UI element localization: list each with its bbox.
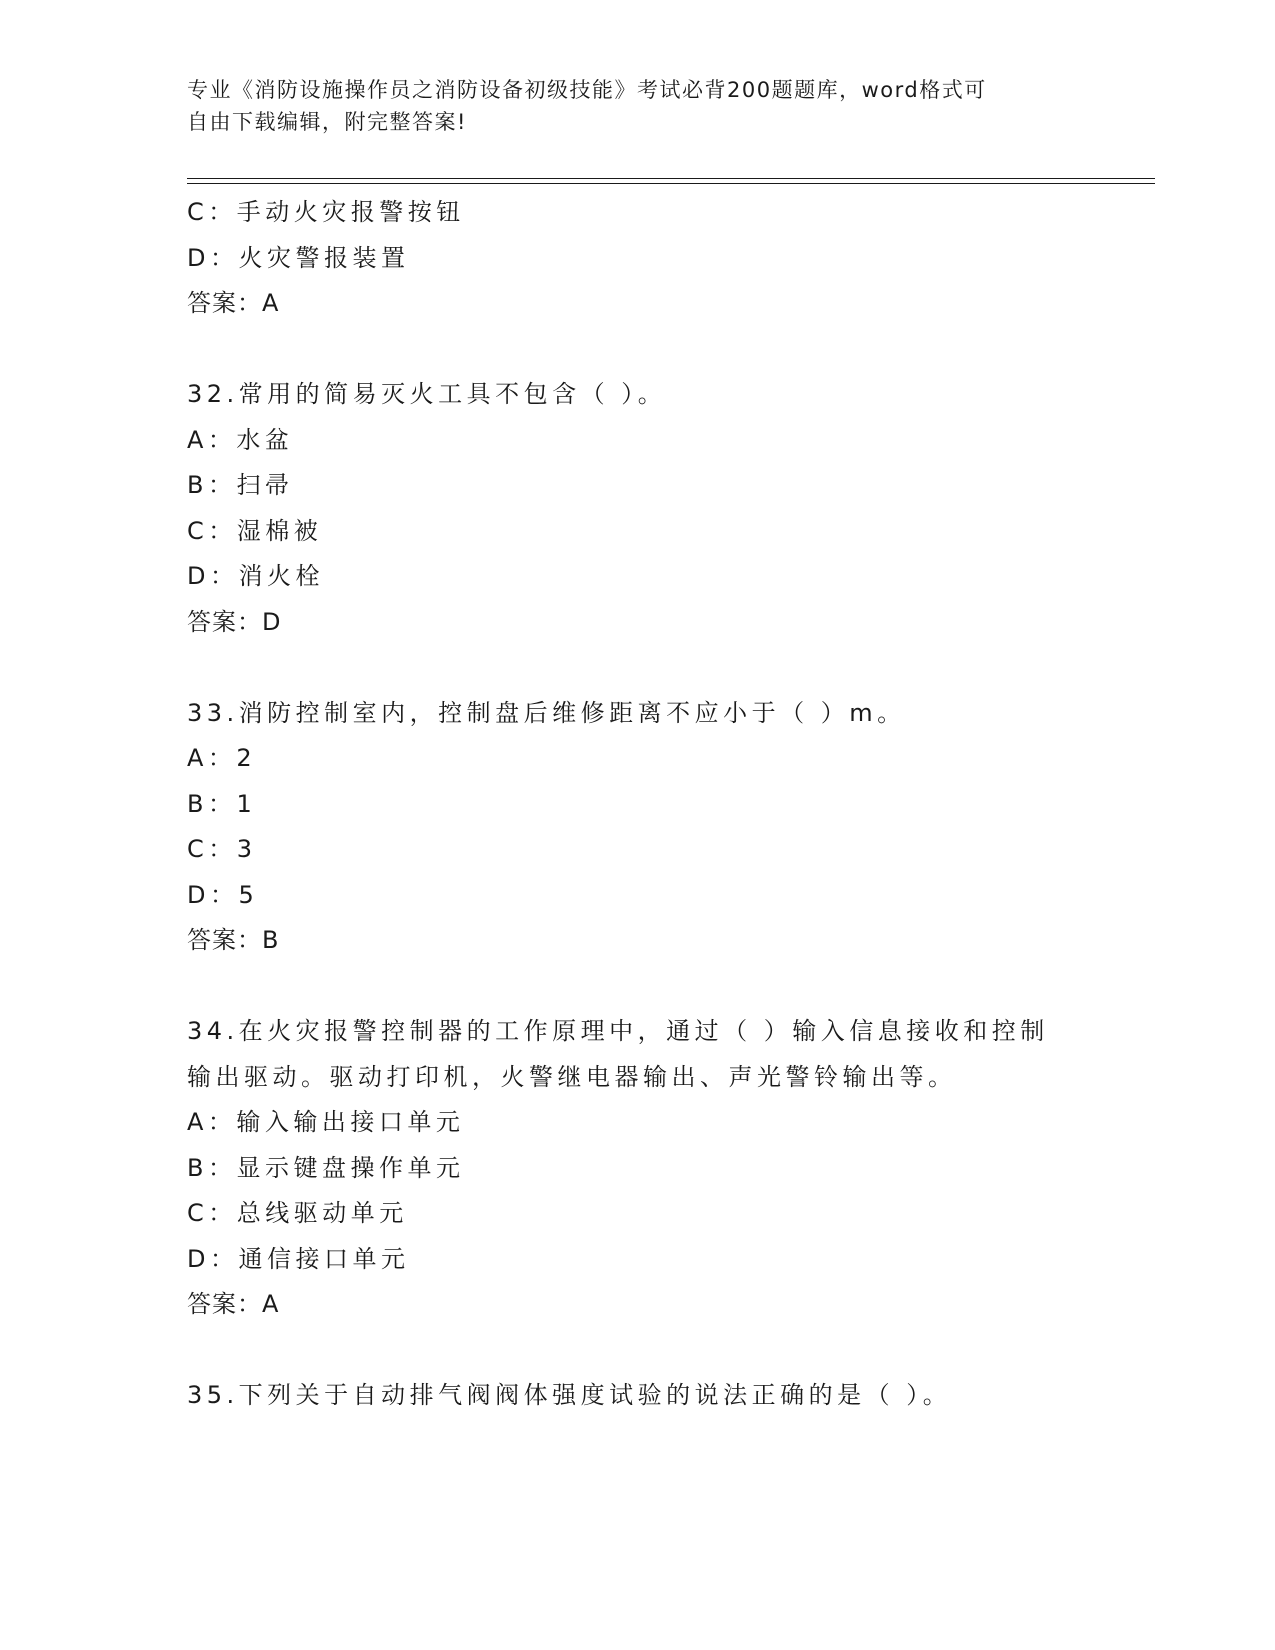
spacer [187, 327, 1087, 373]
header-line-1: 专业《消防设施操作员之消防设备初级技能》考试必背200题题库，word格式可 [187, 78, 987, 102]
option-d: D：5 [187, 880, 259, 909]
question-stem: 33.消防控制室内，控制盘后维修距离不应小于（ ）m。 [187, 698, 906, 727]
spacer [187, 645, 1087, 691]
question-35 [187, 1373, 1087, 1419]
question-stem-line-2: 输出驱动。驱动打印机，火警继电器输出、声光警铃输出等。 [187, 1062, 957, 1091]
answer-line: 答案：D [187, 607, 282, 636]
answer-line: 答案：A [187, 289, 280, 317]
option-d: D：通信接口单元 [187, 1244, 410, 1273]
option-c: C：3 [187, 835, 257, 863]
question-list [187, 190, 1087, 1419]
question-31-tail [187, 190, 1087, 327]
header-divider-bottom [187, 183, 1155, 184]
option-d: D：火灾警报装置 [187, 243, 410, 272]
option-c: C：手动火灾报警按钮 [187, 198, 465, 226]
option-b: B：显示键盘操作单元 [187, 1153, 465, 1182]
option-c: C：总线驱动单元 [187, 1199, 408, 1227]
document-header [187, 74, 1087, 138]
question-33 [187, 691, 1087, 964]
header-divider-top [187, 178, 1155, 179]
option-b: B：扫帚 [187, 471, 294, 499]
option-b: B：1 [187, 789, 257, 818]
question-32 [187, 372, 1087, 645]
option-a: A：输入输出接口单元 [187, 1108, 465, 1136]
option-a: A：2 [187, 744, 257, 772]
question-34 [187, 1009, 1087, 1328]
option-d: D：消火栓 [187, 562, 324, 590]
header-line-2: 自由下载编辑，附完整答案! [187, 110, 467, 134]
option-a: A：水盆 [187, 425, 294, 454]
answer-line: 答案：A [187, 1290, 280, 1318]
spacer [187, 1328, 1087, 1374]
option-c: C：湿棉被 [187, 516, 323, 545]
spacer [187, 964, 1087, 1010]
question-stem-line-1: 34.在火灾报警控制器的工作原理中，通过（ ）输入信息接收和控制 [187, 1017, 1049, 1045]
question-stem: 35.下列关于自动排气阀阀体强度试验的说法正确的是（ ）。 [187, 1381, 952, 1409]
answer-line: 答案：B [187, 926, 280, 954]
question-stem: 32.常用的简易灭火工具不包含（ ）。 [187, 380, 667, 408]
